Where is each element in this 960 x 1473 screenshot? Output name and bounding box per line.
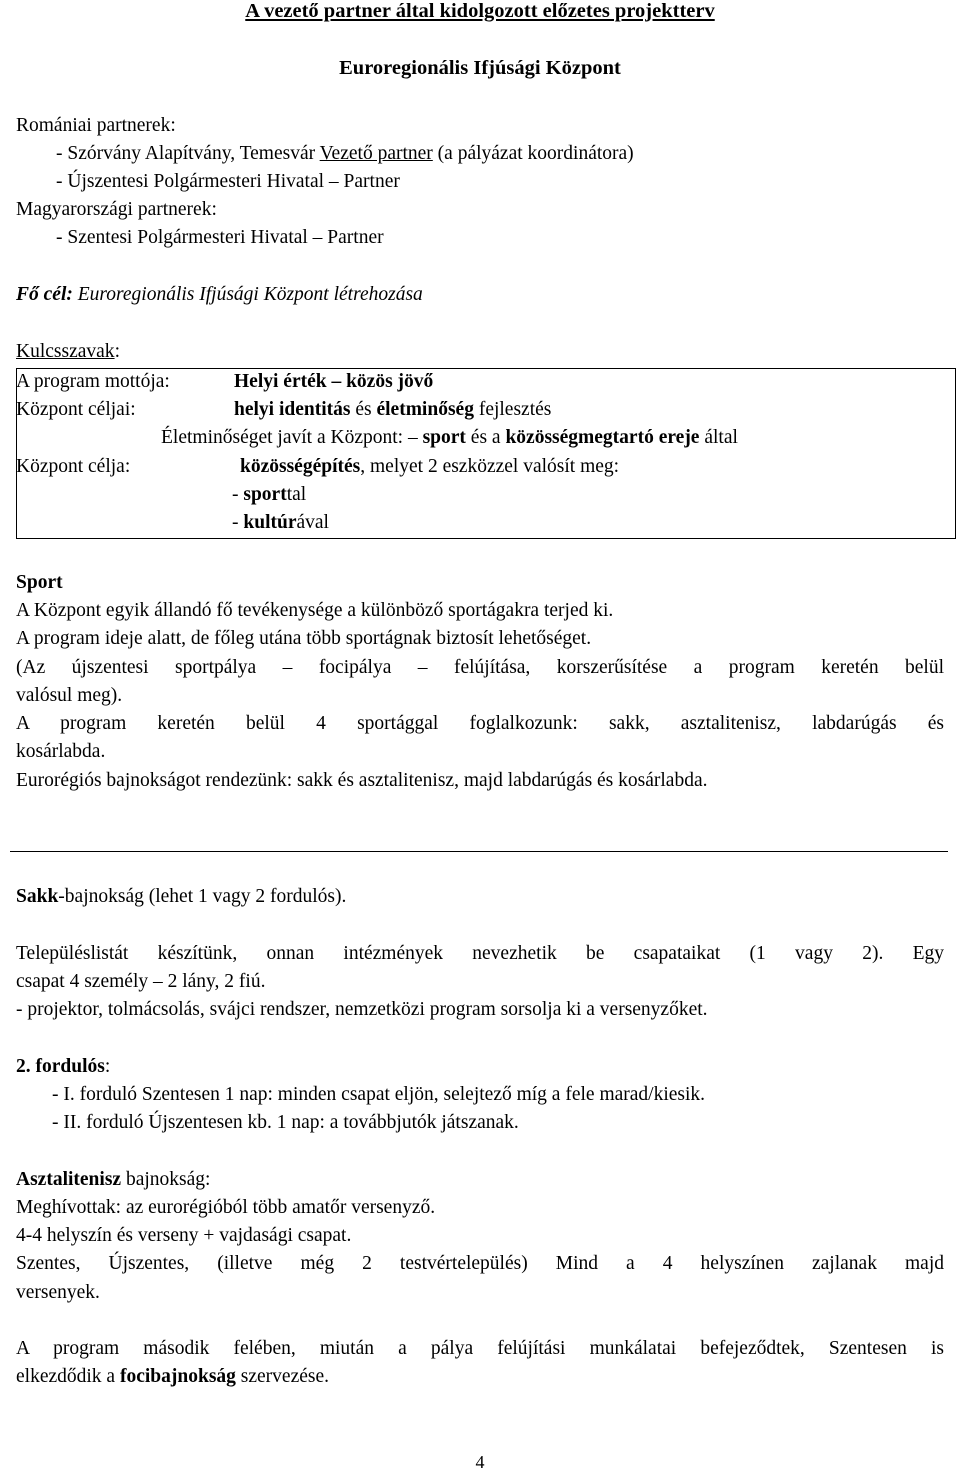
table-tennis-heading: Asztalitenisz bajnokság: bbox=[16, 1169, 211, 1190]
sport-p4-line2: kosárlabda. bbox=[16, 741, 106, 762]
chess-round-2: - II. forduló Újszentesen kb. 1 nap: a továbbjutók játszanak. bbox=[52, 1112, 519, 1133]
sport-p1: A Központ egyik állandó fő tevékenysége a különböző sportágakra terjed ki. bbox=[16, 600, 614, 621]
chess-rounds-heading: 2. fordulós: bbox=[16, 1056, 111, 1077]
ro-partners-heading: Romániai partnerek: bbox=[16, 115, 176, 136]
ro-partner-1: - Szórvány Alapítvány, Temesvár Vezető partner (a pályázat koordinátora) bbox=[56, 143, 634, 164]
sport-heading: Sport bbox=[16, 572, 63, 593]
chess-p2: - projektor, tolmácsolás, svájci rendszer, nemzetközi program sorsolja ki a versenyzőket. bbox=[16, 999, 708, 1020]
keywords-heading: Kulcsszavak: bbox=[16, 341, 120, 362]
table-tennis-p3-line1: Szentes, Újszentes, (illetve még 2 testvértelepülés) Mind a 4 helyszínen zajlanak majd bbox=[16, 1253, 944, 1274]
aims-label: Központ céljai: bbox=[16, 399, 136, 420]
motto-label: A program mottója: bbox=[16, 371, 170, 392]
life-quality-line: Életminőséget javít a Központ: – sport és a közösségmegtartó ereje által bbox=[161, 427, 738, 448]
ro-partner-2: - Újszentesi Polgármesteri Hivatal – Partner bbox=[56, 171, 400, 192]
chess-round-1: - I. forduló Szentesen 1 nap: minden csapat eljön, selejtező míg a fele marad/kiesik. bbox=[52, 1084, 706, 1105]
tool-culture: - kultúrával bbox=[232, 512, 329, 533]
sport-p4-line1: A program keretén belül 4 sportággal foglalkozunk: sakk, asztalitenisz, labdarúgás és bbox=[16, 713, 944, 734]
hu-partners-heading: Magyarországi partnerek: bbox=[16, 199, 217, 220]
sport-p3-line1: (Az újszentesi sportpálya – focipálya – felújítása, korszerűsítése a program keretén belül bbox=[16, 657, 944, 678]
closing-line2: elkezdődik a focibajnokság szervezése. bbox=[16, 1366, 330, 1387]
sport-p5: Eurorégiós bajnokságot rendezünk: sakk és asztalitenisz, majd labdarúgás és kosárlabda. bbox=[16, 770, 708, 791]
chess-p1-line1: Településlistát készítünk, onnan intézmények nevezhetik be csapataikat (1 vagy 2). Egy bbox=[16, 943, 944, 964]
tool-sport: - sporttal bbox=[232, 484, 307, 505]
table-tennis-p1: Meghívottak: az eurorégióból több amatőr versenyző. bbox=[16, 1197, 436, 1218]
table-tennis-p2: 4-4 helyszín és verseny + vajdasági csapat. bbox=[16, 1225, 352, 1246]
document-subtitle: Euroregionális Ifjúsági Központ bbox=[339, 57, 621, 79]
page-number: 4 bbox=[475, 1452, 485, 1472]
sport-p3-line2: valósul meg). bbox=[16, 685, 123, 706]
sport-p2: A program ideje alatt, de főleg utána több sportágnak biztosít lehetőséget. bbox=[16, 628, 592, 649]
table-tennis-p3-line2: versenyek. bbox=[16, 1282, 100, 1303]
document-title: A vezető partner által kidolgozott előzetes projektterv bbox=[245, 0, 715, 22]
main-goal: Fő cél: Euroregionális Ifjúsági Központ létrehozása bbox=[16, 284, 423, 305]
aims-value: helyi identitás és életminőség fejlesztés bbox=[234, 399, 552, 420]
hu-partner-1: - Szentesi Polgármesteri Hivatal – Partner bbox=[56, 227, 384, 248]
chess-p1-line2: csapat 4 személy – 2 lány, 2 fiú. bbox=[16, 971, 266, 992]
closing-line1: A program második felében, miután a pálya felújítási munkálatai befejeződtek, Szentesen is bbox=[16, 1338, 944, 1359]
motto-value: Helyi érték – közös jövő bbox=[234, 371, 434, 392]
section-divider bbox=[10, 851, 948, 852]
center-goal-value: közösségépítés, melyet 2 eszközzel valósít meg: bbox=[240, 456, 620, 477]
center-goal-label: Központ célja: bbox=[16, 456, 131, 477]
chess-heading: Sakk-bajnokság (lehet 1 vagy 2 fordulós). bbox=[16, 886, 347, 907]
